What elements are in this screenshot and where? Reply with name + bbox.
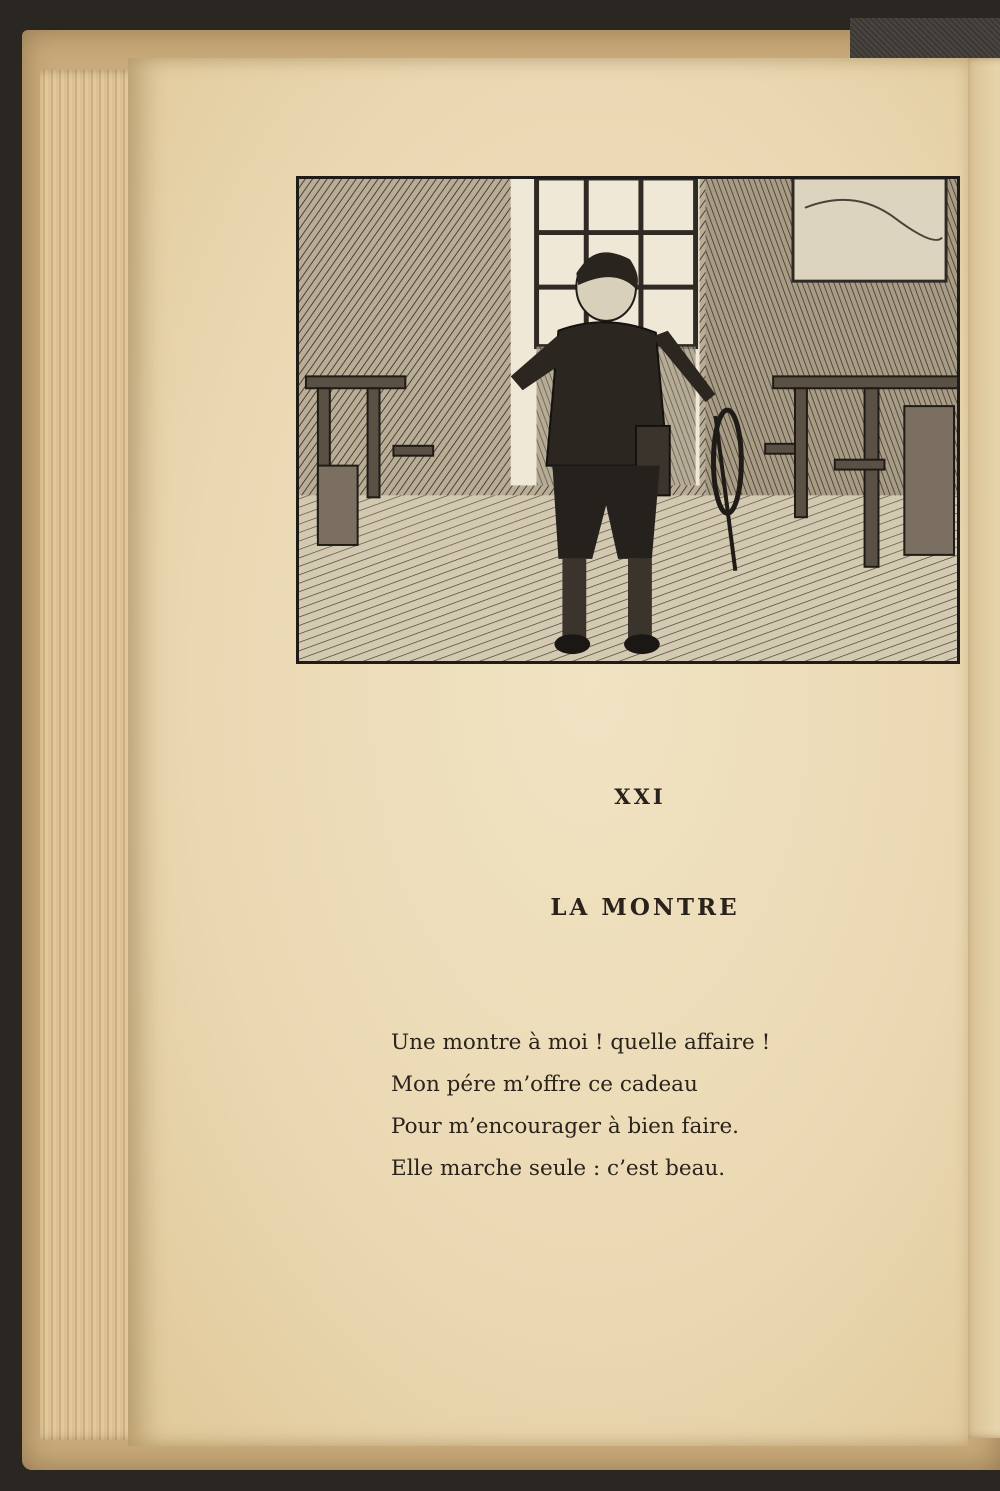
engraving-illustration bbox=[296, 176, 960, 664]
poem-line: Une montre à moi ! quelle affaire ! bbox=[391, 1030, 771, 1055]
chapter-number: XXI bbox=[614, 784, 666, 809]
chapter-title: LA MONTRE bbox=[550, 894, 740, 921]
poem-line: Elle marche seule : c’est beau. bbox=[391, 1156, 726, 1181]
cloth-binding-corner bbox=[850, 18, 1000, 62]
classroom-scene-graphic bbox=[298, 178, 958, 662]
poem-line: Pour m’encourager à bien faire. bbox=[391, 1114, 739, 1139]
poem-line: Mon pére m’offre ce cadeau bbox=[391, 1072, 698, 1097]
